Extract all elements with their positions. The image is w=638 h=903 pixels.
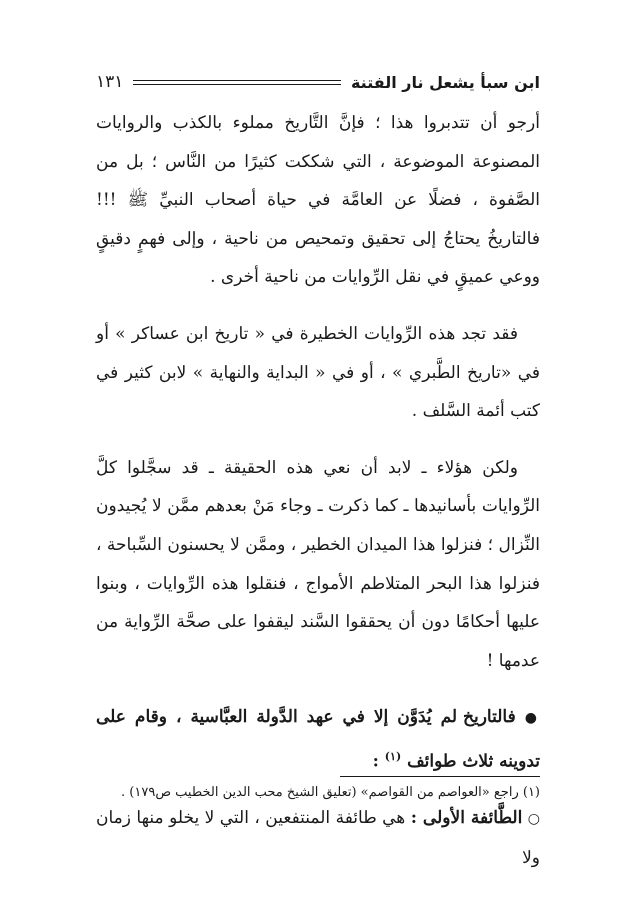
paragraph-gap xyxy=(96,431,540,449)
running-header-title: ابن سبأ يشعل نار الفتنة xyxy=(350,72,540,92)
paragraph-1: أرجو أن تتدبروا هذا ؛ فإنَّ التَّاريخ مملوء بالكذب والروايات المصنوعة الموضوعة ، التي شككت كثيرًا من النَّاس ؛ بل من الصَّفوة ، فضلًا عن العامَّة في حياة أصحاب النبيِّ ﷺ !!! فالتاريخُ يحتاجُ إلى تحقيق وتمحيص من ناحية ، وإلى فهمٍ دقيقٍ ووعي عميقٍ في نقل الرِّوايات من ناحية أخرى . xyxy=(96,113,540,288)
body-text xyxy=(96,104,540,877)
paragraph-gap xyxy=(96,297,540,315)
running-header xyxy=(96,70,540,94)
paragraph-5-label: الطَّائفة الأولى : xyxy=(410,808,523,829)
paragraph-4-text: فالتاريخ لم يُدَوَّن إلا في عهد الدَّولة العبَّاسية ، وقام على تدوينه ثلاث طوائف xyxy=(96,707,540,772)
paragraph-2: فقد تجد هذه الرِّوايات الخطيرة في « تاريخ ابن عساكر » أو في «تاريخ الطَّبري » ، أو في « البداية والنهاية » لابن كثير في كتب أئمة السَّلف . xyxy=(96,323,540,422)
paragraph-gap xyxy=(96,680,540,698)
paragraph-4-end: : xyxy=(372,751,379,772)
paragraph-5-text: هي طائفة المنتفعين ، التي لا يخلو منها زمان ولا xyxy=(96,808,540,868)
footnote-separator xyxy=(340,776,540,777)
paragraph-3: ولكن هؤلاء ـ لابد أن نعي هذه الحقيقة ـ قد سجَّلوا كلَّ الرِّوايات بأسانيدها ـ كما ذكرت ـ وجاء مَنْ بعدهم ممَّن لا يُجيدون النِّزال ؛ فنزلوا هذا الميدان الخطير ، وممَّن لا يحسنون السِّباحة ، فنزلوا هذا البحر المتلاطم الأمواج ، فنقلوا هذه الرِّوايات ، وبنوا عليها أحكامًا دون أن يحققوا السَّند ليقفوا على صحَّة الرِّواية من عدمها ! xyxy=(96,457,540,671)
page-number: ١٣١ xyxy=(96,72,124,92)
bullet-icon: ● xyxy=(524,710,541,727)
footnote-marker: (١) xyxy=(384,749,402,763)
hollow-bullet-icon: ○ xyxy=(527,811,541,828)
header-double-rule xyxy=(133,80,341,85)
paragraph-4 xyxy=(96,698,540,781)
footnote: (١) راجع «العواصم من القواصم» (تعليق الشيخ محب الدين الخطيب ص١٧٩) . xyxy=(121,785,540,800)
paragraph-5 xyxy=(96,799,540,877)
